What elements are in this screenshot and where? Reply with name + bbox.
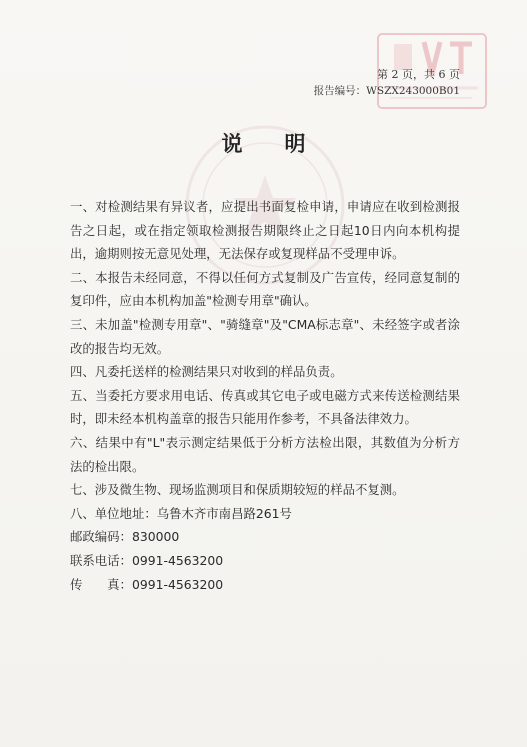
report-number: 报告编号：WSZX243000B01 xyxy=(313,85,460,97)
note-item-1: 一、对检测结果有异议者，应提出书面复检申请，申请应在收到检测报告之日起，或在指定领取检测报告期限终止之日起10日内向本机构提出，逾期则按无意见处理，无法保存或复现样品不受理申诉。 xyxy=(70,199,460,262)
note-item-6: 六、结果中有"L"表示测定结果低于分析方法检出限，其数值为分析方法的检出限。 xyxy=(70,434,460,474)
page-number: 第 2 页，共 6 页 xyxy=(377,68,460,81)
note-item-3: 三、未加盖"检测专用章"、"骑缝章"及"CMA标志章"、未经签字或者涂改的报告均无效。 xyxy=(70,316,460,356)
fax-number: 传 真：0991-4563200 xyxy=(70,576,224,592)
unit-address: 八、单位地址：乌鲁木齐市南昌路261号 xyxy=(70,505,292,521)
note-item-5: 五、当委托方要求用电话、传真或其它电子或电磁方式来传送检测结果时，即未经本机构盖章的报告只能用作参考，不具备法律效力。 xyxy=(70,387,460,427)
notes-body xyxy=(70,195,460,596)
contact-phone: 联系电话：0991-4563200 xyxy=(70,552,224,568)
note-item-4: 四、凡委托送样的检测结果只对收到的样品负责。 xyxy=(70,364,343,380)
postal-code: 邮政编码：830000 xyxy=(70,529,180,545)
note-item-2: 二、本报告未经同意，不得以任何方式复制及广告宣传，经同意复制的复印件，应由本机构加盖"检测专用章"确认。 xyxy=(70,269,460,309)
page-title: 说明 xyxy=(221,131,348,156)
note-item-7: 七、涉及微生物、现场监测项目和保质期较短的样品不复测。 xyxy=(70,482,405,498)
